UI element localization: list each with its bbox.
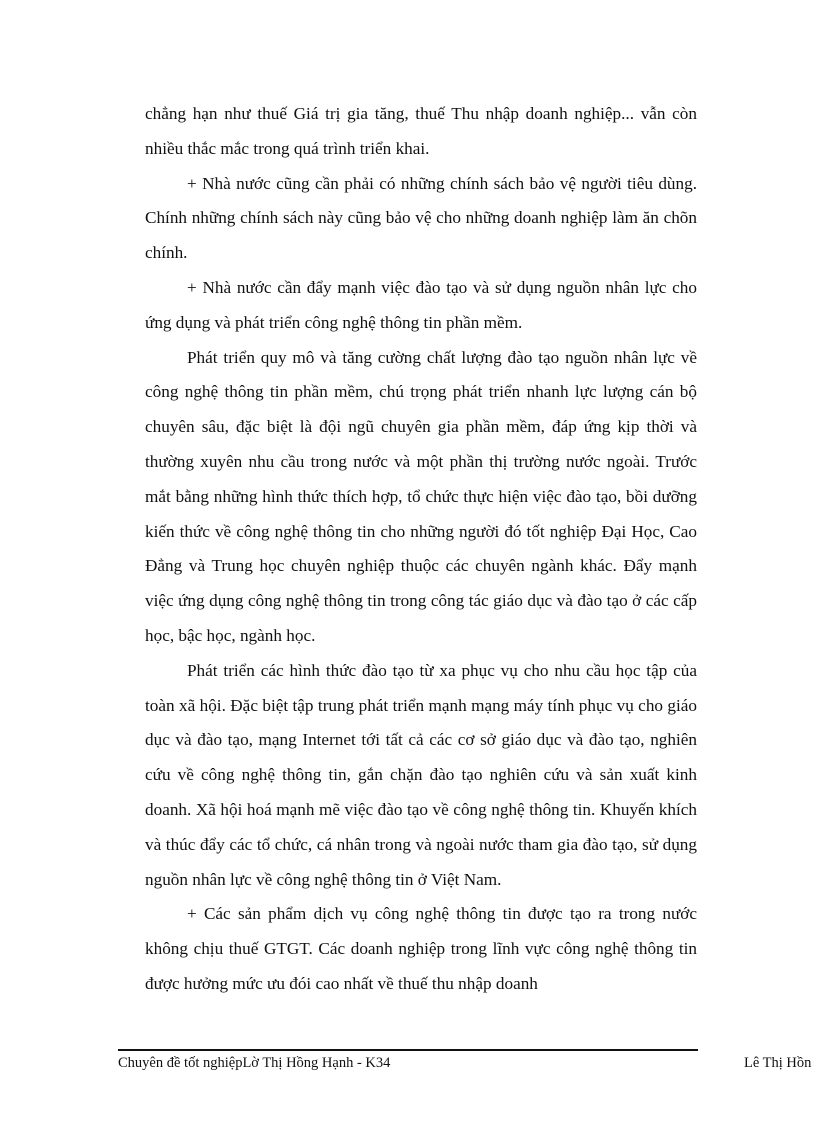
paragraph-continuation: chẳng hạn như thuế Giá trị gia tăng, thuế Thu nhập doanh nghiệp... vẫn còn nhiều thắc mắc trong quá trình triển khai. (145, 104, 697, 158)
paragraph-training-scale: Phát triển quy mô và tăng cường chất lượng đào tạo nguồn nhân lực về công nghệ thông tin phần mềm, chú trọng phát triển nhanh lực lượng cán bộ chuyên sâu, đặc biệt là đội ngũ chuyên gia phần mềm, đáp ứng kịp thời và thường xuyên nhu cầu trong nước và một phần thị trường nước ngoài. Trước mắt bằng những hình thức thích hợp, tổ chức thực hiện việc đào tạo, bồi dưỡng kiến thức về công nghệ thông tin cho những người đó tốt nghiệp Đại Học, Cao Đẳng và Trung học chuyên nghiệp thuộc các chuyên ngành khác. Đẩy mạnh việc ứng dụng công nghệ thông tin trong công tác giáo dục và đào tạo ở các cấp học, bậc học, ngành học. (145, 347, 697, 645)
footer-left-text: Chuyên đề tốt nghiệpLờ Thị Hồng Hạnh - K34 (118, 1055, 391, 1071)
paragraph-human-resources: + Nhà nước cần đẩy mạnh việc đào tạo và sử dụng nguồn nhân lực cho ứng dụng và phát triển công nghệ thông tin phần mềm. (145, 277, 697, 332)
paragraph-tax-incentives: + Các sản phẩm dịch vụ công nghệ thông tin được tạo ra trong nước không chịu thuế GTGT. Các doanh nghiệp trong lĩnh vực công nghệ thông tin được hưởng mức ưu đói cao nhất về thuế thu nhập doanh (145, 904, 697, 993)
footer-right-text: Lê Thị Hồn (744, 1055, 812, 1071)
paragraph-distance-learning: Phát triển các hình thức đào tạo từ xa phục vụ cho nhu cầu học tập của toàn xã hội. Đặc biệt tập trung phát triển mạnh mạng máy tính phục vụ cho giáo dục và đào tạo, mạng Internet tới tất cả các cơ sở giáo dục và đào tạo, nghiên cứu về công nghệ thông tin, gắn chặn đào tạo nghiên cứu và sản xuất kinh doanh. Xã hội hoá mạnh mẽ việc đào tạo về công nghệ thông tin. Khuyến khích và thúc đẩy các tổ chức, cá nhân trong và ngoài nước tham gia đào tạo, sử dụng nguồn nhân lực về công nghệ thông tin ở Việt Nam. (145, 660, 697, 889)
paragraph-consumer-protection: + Nhà nước cũng cần phải có những chính sách bảo vệ người tiêu dùng. Chính những chính sách này cũng bảo vệ cho những doanh nghiệp làm ăn chõn chính. (145, 173, 697, 263)
footer-divider (118, 1049, 698, 1051)
body-text (145, 97, 697, 1002)
